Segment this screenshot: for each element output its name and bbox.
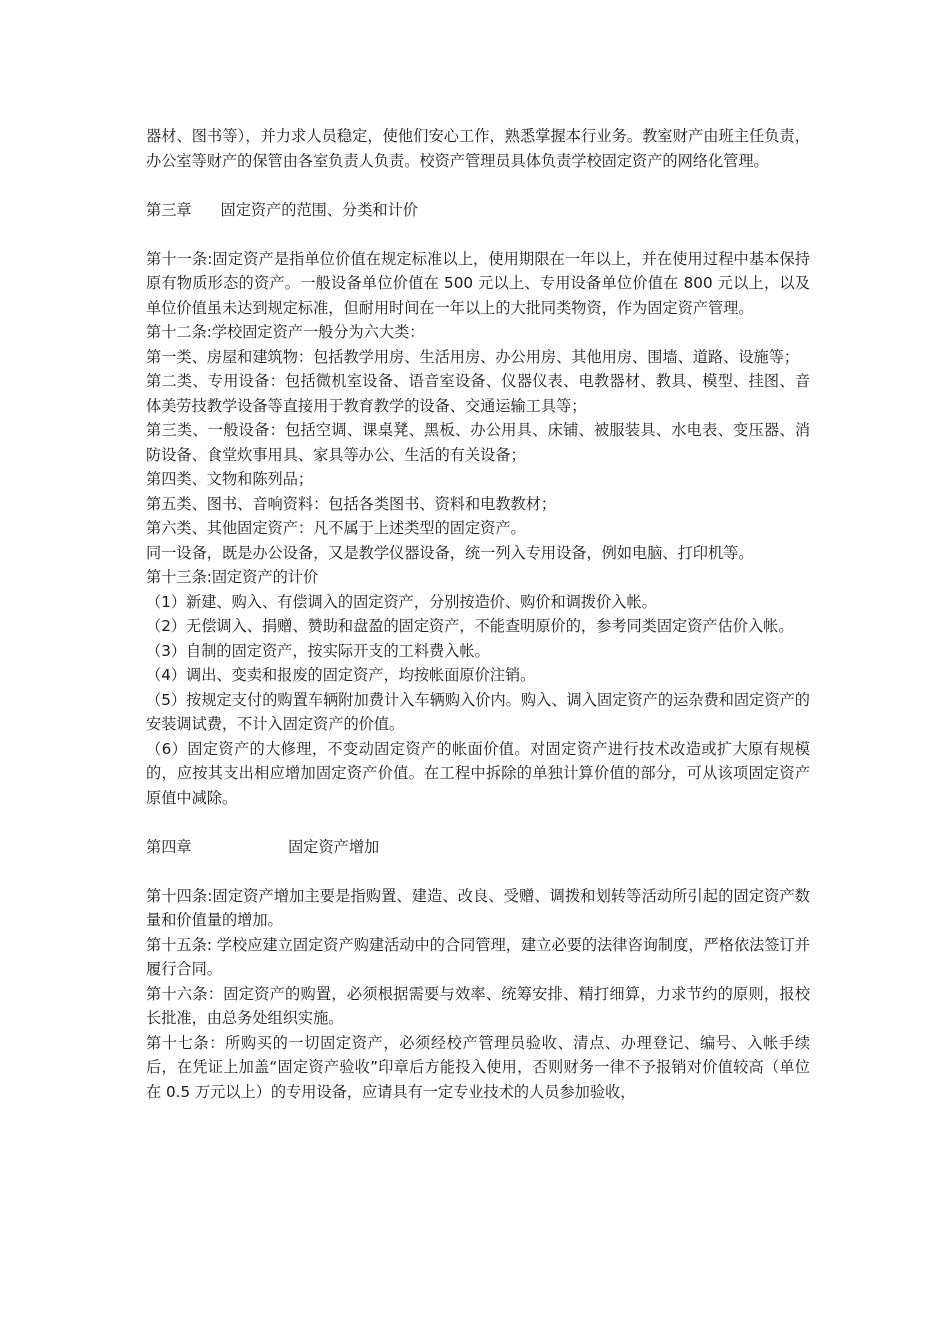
document-page	[146, 124, 810, 1104]
paragraph: （6）固定资产的大修理，不变动固定资产的帐面价值。对固定资产进行技术改造或扩大原有规模的，应按其支出相应增加固定资产价值。在工程中拆除的单独计算价值的部分，可从该项固定资产原值中减除。	[146, 739, 810, 807]
paragraph: 第六类、其他固定资产：凡不属于上述类型的固定资产。	[146, 519, 526, 537]
paragraph-gap	[146, 173, 810, 198]
paragraph: 第二类、专用设备：包括微机室设备、语音室设备、仪器仪表、电教器材、教具、模型、挂图、音体美劳技教学设备等直接用于教育教学的设备、交通运输工具等；	[146, 372, 810, 415]
paragraph: 第十四条:固定资产增加主要是指购置、建造、改良、受赠、调拨和划转等活动所引起的固定资产数量和价值量的增加。	[146, 886, 810, 929]
paragraph: 第十六条：固定资产的购置，必须根据需要与效率、统筹安排、精打细算，力求节约的原则，报校长批准，由总务处组织实施。	[146, 984, 810, 1027]
paragraph: 第五类、图书、音响资料：包括各类图书、资料和电教教材；	[146, 494, 557, 513]
paragraph: 第十五条: 学校应建立固定资产购建活动中的合同管理，建立必要的法律咨询制度，严格依法签订并履行合同。	[146, 935, 810, 978]
paragraph: 同一设备，既是办公设备，又是教学仪器设备，统一列入专用设备，例如电脑、打印机等。	[146, 543, 754, 562]
paragraph-gap	[146, 859, 810, 884]
paragraph: 第十一条:固定资产是指单位价值在规定标准以上，使用期限在一年以上，并在使用过程中基本保持原有物质形态的资产。一般设备单位价值在 500 元以上、专用设备单位价值在 800 元以上，以及单位价值虽未达到规定标准，但耐用时间在一年以上的大批同类物资，作为固定资产管理。	[146, 249, 810, 317]
paragraph: 第三类、一般设备：包括空调、课桌凳、黑板、办公用具、床铺、被服装具、水电表、变压器、消防设备、食堂炊事用具、家具等办公、生活的有关设备；	[146, 421, 810, 464]
paragraph: 器材、图书等），并力求人员稳定，使他们安心工作，熟悉掌握本行业务。教室财产由班主任负责，办公室等财产的保管由各室负责人负责。校资产管理员具体负责学校固定资产的网络化管理。	[146, 127, 810, 170]
paragraph: 第十三条:固定资产的计价	[146, 568, 319, 586]
paragraph: 第十七条：所购买的一切固定资产，必须经校产管理员验收、清点、办理登记、编号、入帐手续后，在凭证上加盖“固定资产验收”印章后方能投入使用，否则财务一律不予报销对价值较高（单位在 0.5 万元以上）的专用设备，应请具有一定专业技术的人员参加验收，	[146, 1033, 810, 1101]
paragraph-gap	[146, 810, 810, 835]
chapter-heading: 第三章 固定资产的范围、分类和计价	[146, 200, 418, 219]
paragraph: 第十二条:学校固定资产一般分为六大类：	[146, 323, 425, 341]
paragraph: （3）自制的固定资产，按实际开支的工料费入帐。	[146, 641, 490, 660]
paragraph: （2）无偿调入、捐赠、赞助和盘盈的固定资产，不能查明原价的，参考同类固定资产估价入帐。	[146, 617, 794, 635]
chapter-heading: 第四章 固定资产增加	[146, 837, 380, 856]
paragraph: （5）按规定支付的购置车辆附加费计入车辆购入价内。购入、调入固定资产的运杂费和固定资产的安装调试费，不计入固定资产的价值。	[146, 690, 810, 733]
paragraph: 第四类、文物和陈列品；	[146, 470, 314, 488]
paragraph-gap	[146, 222, 810, 247]
paragraph: （1）新建、购入、有偿调入的固定资产，分别按造价、购价和调拨价入帐。	[146, 592, 657, 611]
paragraph: 第一类、房屋和建筑物：包括教学用房、生活用房、办公用房、其他用房、围墙、道路、设施等；	[146, 347, 800, 366]
paragraph: （4）调出、变卖和报废的固定资产，均按帐面原价注销。	[146, 666, 536, 684]
